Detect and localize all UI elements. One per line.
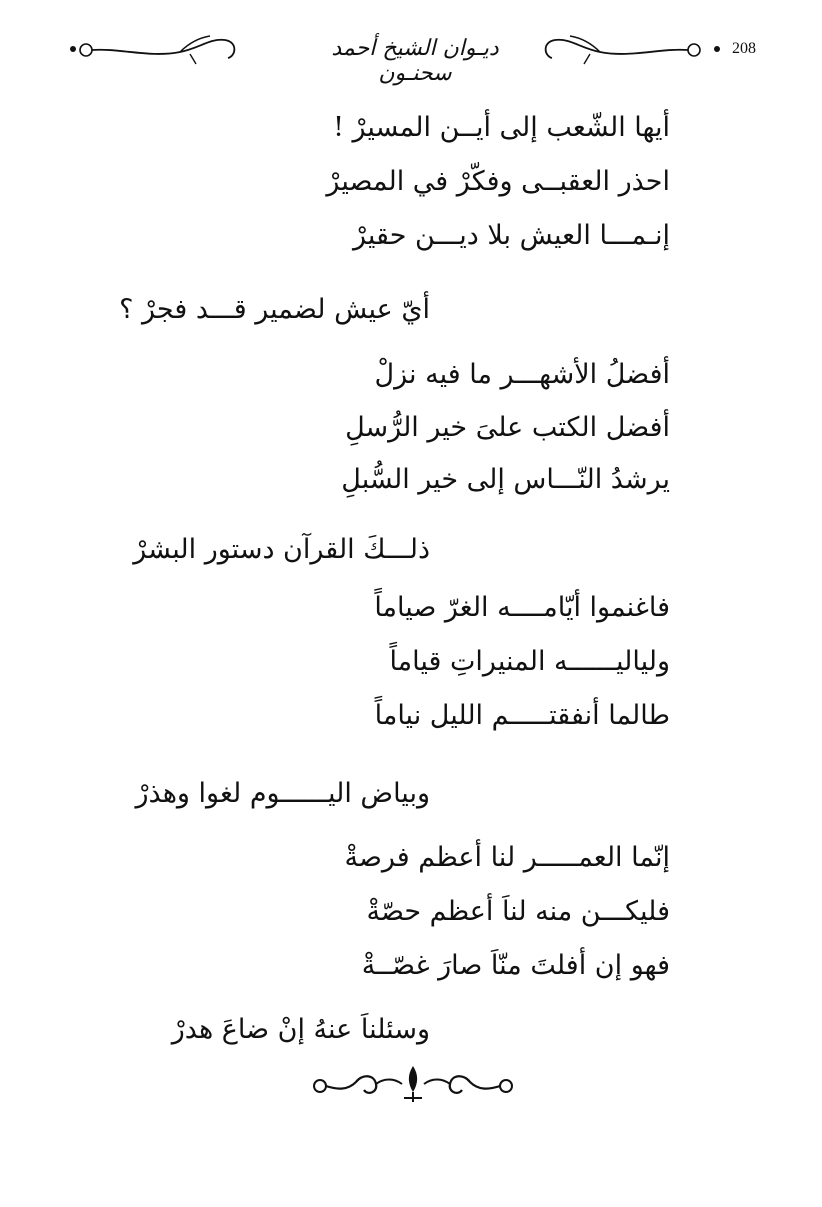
closing-ornament [308,1060,518,1110]
verse-refrain: وبياض اليــــــوم لغوا وهذرْ [135,778,430,809]
verse-line: أفضل الكتب علىَ خير الرُّسلِ [345,412,670,443]
verse-line: إنـمـــا العيش بلا ديـــن حقيرْ [353,220,670,251]
verse-line: فاغنموا أيّامــــه الغرّ صياماً [374,592,670,623]
verse-line: أفضلُ الأشهـــر ما فيه نزلْ [374,359,670,390]
verse-line: فليكـــن منه لناَ أعظم حصّةْ [366,896,670,927]
verse-line: فهو إن أفلتَ منّاَ صارَ غصّــةْ [361,950,670,981]
verse-line: يرشدُ النّـــاس إلى خير السُّبلِ [341,464,670,495]
verse-refrain: أيّ عيش لضمير قـــد فجرْ ؟ [119,294,430,325]
verse-refrain: وسئلناَ عنهُ إنْ ضاعَ هدرْ [171,1014,430,1045]
verse-line: أيها الشّعب إلى أيــن المسيرْ ! [333,112,670,143]
verse-line: ولياليــــــه المنيراتِ قياماً [389,646,670,677]
verse-line: طالما أنفقتـــــم الليل نياماً [374,700,670,731]
header-title: ديـوان الشيخ أحمد سحنـون [331,36,499,86]
page-number: 208 [732,40,756,57]
verse-line: احذر العقبــى وفكّرْ في المصيرْ [326,166,670,197]
verse-line: إنّما العمـــــر لنا أعظم فرصةْ [344,842,670,873]
verse-refrain: ذلـــكَ القرآن دستور البشرْ [133,534,430,565]
